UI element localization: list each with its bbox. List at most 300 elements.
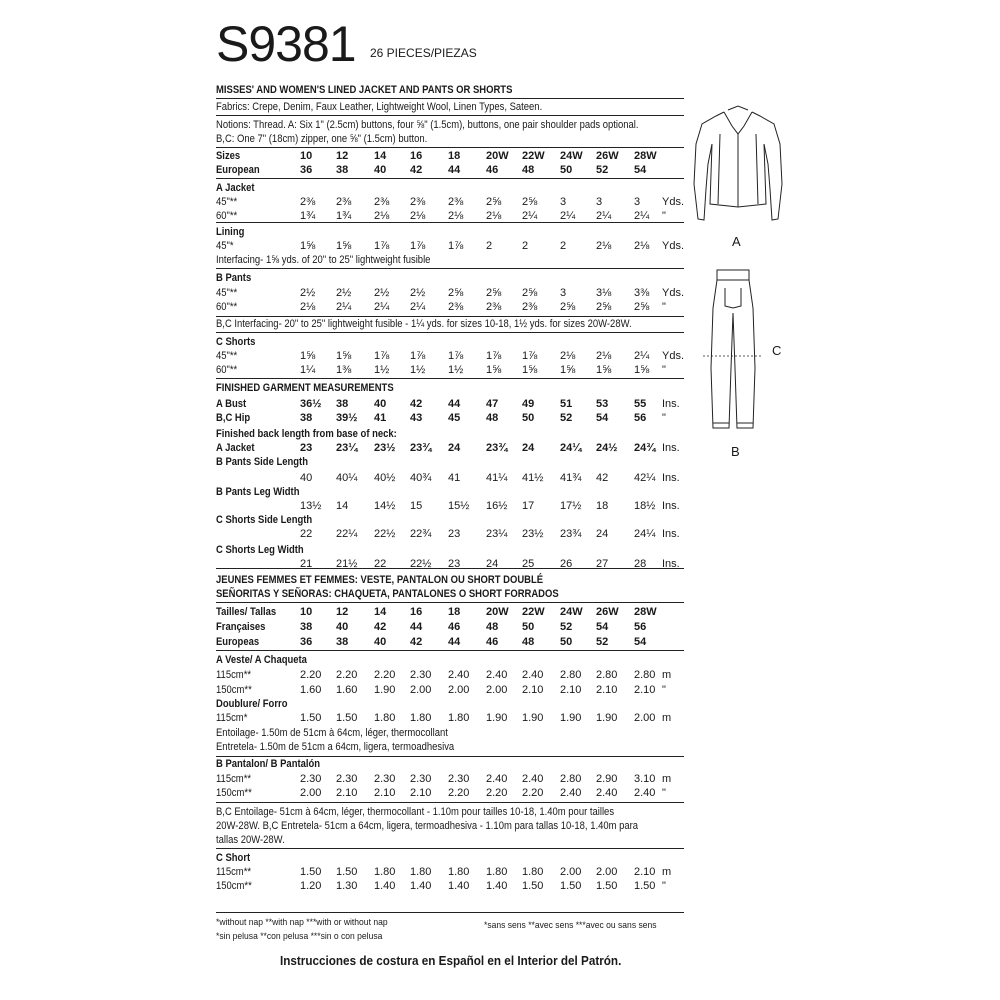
cell-value: 2.10 <box>634 866 656 878</box>
unit-label: " <box>662 210 666 222</box>
cell-value: 2¼ <box>410 301 426 313</box>
cell-value: 1.50 <box>336 712 358 724</box>
cell-value: 24 <box>448 442 461 454</box>
unit-label: Ins. <box>662 442 680 454</box>
row-label: B,C Hip <box>216 412 251 424</box>
cell-value: 40¼ <box>336 472 358 484</box>
row-label: 115cm** <box>216 669 252 681</box>
cell-value: 2.10 <box>634 684 656 696</box>
cell-value: 18 <box>448 150 461 162</box>
cell-value: 1⅝ <box>522 364 538 376</box>
row-label: 60"** <box>216 301 238 313</box>
cell-value: 42 <box>374 621 387 633</box>
cell-value: 2⅝ <box>486 287 502 299</box>
cell-value: 2⅝ <box>560 301 576 313</box>
unit-label: Yds. <box>662 287 685 299</box>
cell-value: 1⅝ <box>300 350 316 362</box>
cell-value: 1.80 <box>410 712 432 724</box>
cell-value: 53 <box>596 398 609 410</box>
cell-value: 48 <box>486 621 499 633</box>
cell-value: 2.80 <box>596 669 618 681</box>
cell-value: 2.40 <box>634 787 656 799</box>
cell-value: 54 <box>596 621 609 633</box>
cell-value: 16 <box>410 606 423 618</box>
cell-value: 23½ <box>522 528 544 540</box>
unit-label: Ins. <box>662 528 680 540</box>
cell-value: 38 <box>300 412 313 424</box>
cell-value: 2.30 <box>300 773 322 785</box>
cell-value: 1.40 <box>374 880 396 892</box>
cell-value: 2.30 <box>448 773 470 785</box>
cell-value: 23 <box>300 442 313 454</box>
cell-value: 46 <box>486 636 499 648</box>
cell-value: 26W <box>596 606 619 618</box>
pattern-number: S9381 <box>216 16 356 72</box>
cell-value: 2⅛ <box>596 350 612 362</box>
cell-value: 23½ <box>374 442 396 454</box>
cell-value: 15½ <box>448 500 470 512</box>
cell-value: 1.30 <box>336 880 358 892</box>
cell-value: 20W <box>486 606 509 618</box>
cell-value: 22½ <box>410 558 432 570</box>
cell-value: 1⅝ <box>336 350 352 362</box>
unit-label: " <box>662 364 666 376</box>
cell-value: 2⅜ <box>448 301 464 313</box>
cell-value: 23 <box>448 558 461 570</box>
divider <box>216 756 684 757</box>
row-label: 150cm** <box>216 880 252 892</box>
unit-label: " <box>662 301 666 313</box>
cell-value: 3 <box>560 196 567 208</box>
cell-value: 55 <box>634 398 647 410</box>
cell-value: 3 <box>596 196 603 208</box>
cell-value: 38 <box>300 621 313 633</box>
cell-value: 41¾ <box>560 472 582 484</box>
cell-value: 15 <box>410 500 423 512</box>
cell-value: 22½ <box>374 528 396 540</box>
cell-value: 41½ <box>522 472 544 484</box>
cell-value: 1⅞ <box>448 350 464 362</box>
cell-value: 2.40 <box>486 669 508 681</box>
cell-value: 28 <box>634 558 647 570</box>
divider <box>216 147 684 148</box>
cell-value: 54 <box>634 164 647 176</box>
cell-value: 3⅜ <box>634 287 650 299</box>
unit-label: Yds. <box>662 350 685 362</box>
unit-label: " <box>662 880 666 892</box>
cell-value: 42 <box>410 398 423 410</box>
cell-value: 2⅛ <box>410 210 426 222</box>
cell-value: 2.20 <box>374 669 396 681</box>
cell-value: 12 <box>336 150 349 162</box>
cell-value: 1.80 <box>374 712 396 724</box>
cell-value: 2.30 <box>374 773 396 785</box>
cell-value: 39½ <box>336 412 358 424</box>
figure-label-c: C <box>772 343 782 358</box>
cell-value: 1.40 <box>448 880 470 892</box>
cell-value: 2.80 <box>560 773 582 785</box>
cell-value: 23¼ <box>336 442 358 454</box>
cell-value: 14 <box>336 500 349 512</box>
cell-value: 2⅜ <box>410 196 426 208</box>
cell-value: 2⅝ <box>486 196 502 208</box>
cell-value: 22W <box>522 606 545 618</box>
row-label: A Jacket <box>216 182 255 194</box>
cell-value: 44 <box>448 164 461 176</box>
pieces-count: 26 PIECES/PIEZAS <box>370 46 477 60</box>
interfacing-line: Interfacing- 1⅝ yds. of 20" to 25" lightweight fusible <box>216 254 431 266</box>
row-label: 60"** <box>216 210 238 222</box>
entoilage-line: Entoilage- 1.50m de 51cm à 64cm, léger, thermocollant <box>216 727 448 739</box>
cell-value: 23 <box>448 528 461 540</box>
cell-value: 40¾ <box>410 472 432 484</box>
cell-value: 51 <box>560 398 573 410</box>
english-title: MISSES' AND WOMEN'S LINED JACKET AND PANTS OR SHORTS <box>216 84 513 96</box>
cell-value: 2⅛ <box>634 240 650 252</box>
cell-value: 1⅜ <box>336 364 352 376</box>
cell-value: 2.20 <box>336 669 358 681</box>
cell-value: 38 <box>336 636 349 648</box>
notions-line-2: B,C: One 7" (18cm) zipper, one ⅝" (1.5cm) button. <box>216 133 428 145</box>
cell-value: 1.60 <box>336 684 358 696</box>
row-label: 115cm** <box>216 866 252 878</box>
cell-value: 2.00 <box>560 866 582 878</box>
cell-value: 2⅛ <box>448 210 464 222</box>
cell-value: 23¾ <box>486 442 508 454</box>
divider <box>216 848 684 849</box>
cell-value: 1⅞ <box>374 240 390 252</box>
cell-value: 41 <box>374 412 387 424</box>
cell-value: 1⅞ <box>374 350 390 362</box>
cell-value: 42 <box>410 636 423 648</box>
cell-value: 2¼ <box>374 301 390 313</box>
cell-value: 1⅞ <box>522 350 538 362</box>
cell-value: 1¼ <box>300 364 316 376</box>
cell-value: 46 <box>448 621 461 633</box>
cell-value: 2⅜ <box>486 301 502 313</box>
cell-value: 1.40 <box>410 880 432 892</box>
cell-value: 24W <box>560 606 583 618</box>
cell-value: 2.80 <box>560 669 582 681</box>
divider <box>216 268 684 269</box>
cell-value: 1.80 <box>448 866 470 878</box>
cell-value: 2.40 <box>522 669 544 681</box>
fabrics-line: Fabrics: Crepe, Denim, Faux Leather, Lightweight Wool, Linen Types, Sateen. <box>216 101 543 113</box>
cell-value: 50 <box>560 164 573 176</box>
footnote-french: *sans sens **avec sens ***avec ou sans sens <box>484 920 657 931</box>
row-label: 45"* <box>216 240 234 252</box>
cell-value: 25 <box>522 558 535 570</box>
row-label: 45"** <box>216 350 238 362</box>
cell-value: 42¼ <box>634 472 656 484</box>
cell-value: 41¼ <box>486 472 508 484</box>
unit-label: Ins. <box>662 472 680 484</box>
jacket-illustration <box>688 104 788 224</box>
cell-value: 40 <box>300 472 313 484</box>
cell-value: 2.00 <box>448 684 470 696</box>
spanish-title: SEÑORITAS Y SEÑORAS: CHAQUETA, PANTALONES O SHORT FORRADOS <box>216 588 559 600</box>
cell-value: 36 <box>300 164 313 176</box>
cell-value: 1⅞ <box>410 350 426 362</box>
cell-value: 2⅜ <box>374 196 390 208</box>
cell-value: 1½ <box>374 364 390 376</box>
divider <box>216 115 684 116</box>
bc-entoilage-line-2: 20W-28W. B,C Entretela- 51cm a 64cm, ligera, termoadhesiva - 1.10m para tallas 10-18, 1.40m para <box>216 820 639 832</box>
cell-value: 2 <box>486 240 493 252</box>
cell-value: 2.20 <box>522 787 544 799</box>
cell-value: 2⅝ <box>448 287 464 299</box>
cell-value: 2.40 <box>596 787 618 799</box>
spanish-instructions-note: Instrucciones de costura en Español en el Interior del Patrón. <box>280 953 622 968</box>
cell-value: 2.10 <box>596 684 618 696</box>
cell-value: 2.10 <box>374 787 396 799</box>
cell-value: 44 <box>448 636 461 648</box>
cell-value: 1.90 <box>596 712 618 724</box>
cell-value: 50 <box>560 636 573 648</box>
cell-value: 1.50 <box>300 712 322 724</box>
cell-value: 13½ <box>300 500 322 512</box>
cell-value: 24¼ <box>560 442 582 454</box>
cell-value: 3 <box>634 196 641 208</box>
cell-value: 48 <box>522 164 535 176</box>
cell-value: 2 <box>522 240 529 252</box>
cell-value: 18½ <box>634 500 656 512</box>
cell-value: 1.50 <box>596 880 618 892</box>
row-label: A Veste/ A Chaqueta <box>216 654 307 666</box>
cell-value: 45 <box>448 412 461 424</box>
row-label: Europeas <box>216 636 260 648</box>
divider <box>216 222 684 223</box>
row-label: C Shorts <box>216 336 256 348</box>
cell-value: 24¾ <box>634 442 656 454</box>
cell-value: 2.10 <box>522 684 544 696</box>
unit-label: Ins. <box>662 500 680 512</box>
cell-value: 2.20 <box>486 787 508 799</box>
cell-value: 20W <box>486 150 509 162</box>
cell-value: 24 <box>522 442 535 454</box>
cell-value: 1⅝ <box>634 364 650 376</box>
cell-value: 3.10 <box>634 773 656 785</box>
row-label: 45"** <box>216 196 238 208</box>
unit-label: Yds. <box>662 196 685 208</box>
cell-value: 24¼ <box>634 528 656 540</box>
cell-value: 2.40 <box>522 773 544 785</box>
unit-label: " <box>662 412 666 424</box>
cell-value: 2⅝ <box>522 287 538 299</box>
cell-value: 24W <box>560 150 583 162</box>
bc-interfacing-line: B,C Interfacing- 20" to 25" lightweight fusible - 1¼ yds. for sizes 10-18, 1½ yds. for sizes 20W-28W. <box>216 318 632 330</box>
cell-value: 1.50 <box>300 866 322 878</box>
cell-value: 2½ <box>410 287 426 299</box>
divider <box>216 316 684 317</box>
cell-value: 2½ <box>374 287 390 299</box>
cell-value: 1.90 <box>374 684 396 696</box>
row-label: B Pantalon/ B Pantalón <box>216 758 321 770</box>
cell-value: 2.30 <box>410 669 432 681</box>
cell-value: 47 <box>486 398 499 410</box>
cell-value: 1¾ <box>300 210 316 222</box>
cell-value: 2¼ <box>634 350 650 362</box>
cell-value: 28W <box>634 606 657 618</box>
cell-value: 40 <box>374 398 387 410</box>
cell-value: 1.50 <box>634 880 656 892</box>
bc-entoilage-line-3: tallas 20W-28W. <box>216 834 285 846</box>
divider <box>216 650 684 651</box>
row-label: European <box>216 164 260 176</box>
cell-value: 42 <box>596 472 609 484</box>
row-label: 45"** <box>216 287 238 299</box>
unit-label: Yds. <box>662 240 685 252</box>
cell-value: 23¾ <box>410 442 432 454</box>
cell-value: 41 <box>448 472 461 484</box>
cell-value: 1.50 <box>336 866 358 878</box>
cell-value: 38 <box>336 164 349 176</box>
cell-value: 46 <box>486 164 499 176</box>
divider <box>216 378 684 379</box>
cell-value: 1.80 <box>522 866 544 878</box>
cell-value: 40 <box>374 636 387 648</box>
cell-value: 2⅜ <box>336 196 352 208</box>
cell-value: 2.20 <box>300 669 322 681</box>
figure-label-b: B <box>731 444 740 459</box>
cell-value: 2.30 <box>410 773 432 785</box>
cell-value: 1.40 <box>486 880 508 892</box>
cell-value: 24 <box>486 558 499 570</box>
cell-value: 2.80 <box>634 669 656 681</box>
row-label: B Pants <box>216 272 252 284</box>
cell-value: 2½ <box>300 287 316 299</box>
cell-value: 2⅝ <box>522 196 538 208</box>
unit-label: m <box>662 712 672 724</box>
cell-value: 1.20 <box>300 880 322 892</box>
unit-label: Ins. <box>662 398 680 410</box>
cell-value: 2⅝ <box>634 301 650 313</box>
cell-value: 50 <box>522 621 535 633</box>
row-label: Doublure/ Forro <box>216 698 288 710</box>
finished-back-length-label: Finished back length from base of neck: <box>216 428 397 440</box>
cell-value: 40 <box>374 164 387 176</box>
cell-value: 2⅝ <box>596 301 612 313</box>
unit-label: m <box>662 866 672 878</box>
cell-value: 26 <box>560 558 573 570</box>
cell-value: 2 <box>560 240 567 252</box>
figure-label-a: A <box>732 234 741 249</box>
cell-value: 50 <box>522 412 535 424</box>
row-label: FINISHED GARMENT MEASUREMENTS <box>216 382 394 394</box>
cell-value: 14 <box>374 606 387 618</box>
cell-value: 3⅛ <box>596 287 612 299</box>
divider <box>216 602 684 603</box>
cell-value: 23¾ <box>560 528 582 540</box>
cell-value: 56 <box>634 412 647 424</box>
cell-value: 26W <box>596 150 619 162</box>
cell-value: 36½ <box>300 398 322 410</box>
cell-value: 14½ <box>374 500 396 512</box>
cell-value: 1.80 <box>486 866 508 878</box>
cell-value: 2.00 <box>486 684 508 696</box>
cell-value: 22W <box>522 150 545 162</box>
divider <box>216 332 684 333</box>
cell-value: 1⅞ <box>410 240 426 252</box>
cell-value: 22 <box>374 558 387 570</box>
cell-value: 2¼ <box>634 210 650 222</box>
footnote-spanish: *sin pelusa **con pelusa ***sin o con pelusa <box>216 931 383 942</box>
cell-value: 17½ <box>560 500 582 512</box>
divider <box>216 568 684 569</box>
row-label: A Jacket <box>216 442 255 454</box>
cell-value: 52 <box>560 412 573 424</box>
cell-value: 22¾ <box>410 528 432 540</box>
cell-value: 1.90 <box>560 712 582 724</box>
cell-value: 52 <box>596 164 609 176</box>
cell-value: 2⅛ <box>374 210 390 222</box>
cell-value: 43 <box>410 412 423 424</box>
cell-value: 44 <box>448 398 461 410</box>
cell-value: 40 <box>336 621 349 633</box>
cell-value: 52 <box>560 621 573 633</box>
cell-value: 2¼ <box>336 301 352 313</box>
unit-label: " <box>662 684 666 696</box>
entretela-line: Entretela- 1.50m de 51cm a 64cm, ligera, termoadhesiva <box>216 741 455 753</box>
cell-value: 42 <box>410 164 423 176</box>
row-label: Tailles/ Tallas <box>216 606 277 618</box>
cell-value: 22¼ <box>336 528 358 540</box>
cell-value: 38 <box>336 398 349 410</box>
cell-value: 2⅛ <box>560 350 576 362</box>
cell-value: 24½ <box>596 442 618 454</box>
cell-value: 2.00 <box>410 684 432 696</box>
cell-value: 2¼ <box>596 210 612 222</box>
cell-value: 1½ <box>448 364 464 376</box>
cell-value: 2⅛ <box>596 240 612 252</box>
pants-illustration <box>703 268 763 438</box>
cell-value: 2⅜ <box>448 196 464 208</box>
cell-value: 1⅝ <box>300 240 316 252</box>
footnote-english: *without nap **with nap ***with or without nap <box>216 917 388 928</box>
row-label: C Short <box>216 852 251 864</box>
cell-value: 1.90 <box>522 712 544 724</box>
cell-value: 1.90 <box>486 712 508 724</box>
cell-value: 1⅞ <box>486 350 502 362</box>
row-label: 115cm** <box>216 773 252 785</box>
cell-value: 21 <box>300 558 313 570</box>
french-title: JEUNES FEMMES ET FEMMES: VESTE, PANTALON OU SHORT DOUBLÉ <box>216 574 544 586</box>
row-label: 150cm** <box>216 787 252 799</box>
cell-value: 1.50 <box>522 880 544 892</box>
cell-value: 14 <box>374 150 387 162</box>
row-label: A Bust <box>216 398 247 410</box>
cell-value: 2.40 <box>448 669 470 681</box>
cell-value: 17 <box>522 500 535 512</box>
cell-value: 48 <box>522 636 535 648</box>
row-label: Lining <box>216 226 245 238</box>
cell-value: 48 <box>486 412 499 424</box>
cell-value: 54 <box>634 636 647 648</box>
cell-value: 54 <box>596 412 609 424</box>
cell-value: 2.00 <box>634 712 656 724</box>
cell-value: 2.40 <box>560 787 582 799</box>
cell-value: 1.80 <box>374 866 396 878</box>
cell-value: 27 <box>596 558 609 570</box>
cell-value: 36 <box>300 636 313 648</box>
cell-value: 1.50 <box>560 880 582 892</box>
cell-value: 2⅛ <box>486 210 502 222</box>
cell-value: 49 <box>522 398 535 410</box>
notions-line-1: Notions: Thread. A: Six 1" (2.5cm) buttons, four ⅝" (1.5cm), buttons, one pair shoulder pads optional. <box>216 119 639 131</box>
cell-value: 1⅝ <box>596 364 612 376</box>
cell-value: 2.10 <box>410 787 432 799</box>
cell-value: 2⅜ <box>300 196 316 208</box>
